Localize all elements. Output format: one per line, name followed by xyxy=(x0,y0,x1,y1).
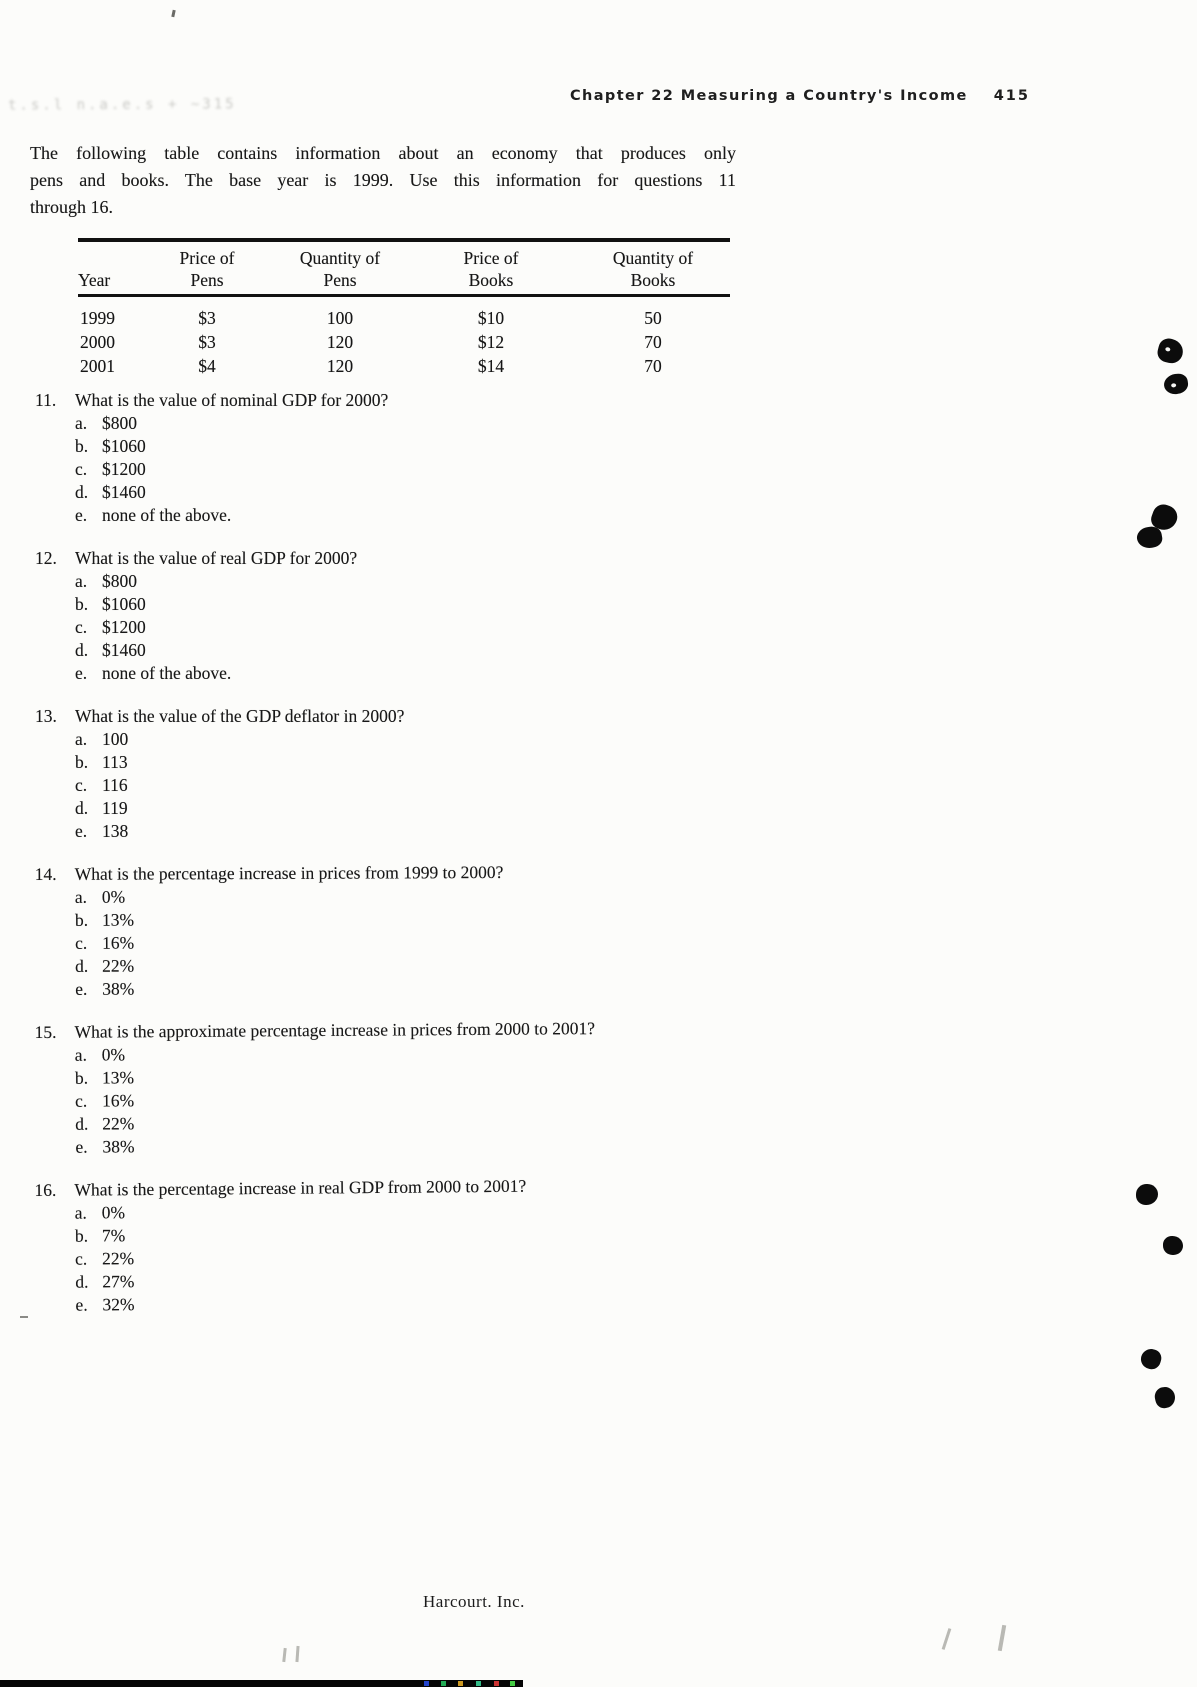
option-text: none of the above. xyxy=(102,505,232,525)
option-text: $1200 xyxy=(102,617,146,637)
option-text: 16% xyxy=(102,932,135,953)
option-text: 27% xyxy=(102,1271,135,1292)
option-text: 116 xyxy=(102,775,128,795)
option-letter: d. xyxy=(75,955,89,976)
pencil-mark xyxy=(295,1646,299,1662)
question-text: What is the approximate percentage increase in prices from 2000 to 2001? xyxy=(74,1018,596,1042)
option-letter: a. xyxy=(75,571,88,591)
table-header-row xyxy=(78,242,730,294)
option-text: 0% xyxy=(101,886,126,907)
column-label: Price of xyxy=(463,248,519,268)
question-number: 11. xyxy=(35,390,57,410)
question-text: What is the value of real GDP for 2000? xyxy=(75,548,358,568)
column-label: Year xyxy=(78,270,111,290)
option-text: $800 xyxy=(102,571,137,591)
table-cell: 120 xyxy=(326,332,354,352)
option-text: 38% xyxy=(102,978,135,999)
option-letter: b. xyxy=(75,752,89,772)
option-letter: e. xyxy=(75,1136,88,1157)
table-cell: 70 xyxy=(644,332,662,352)
option-letter: b. xyxy=(74,1225,89,1246)
table-cell: 70 xyxy=(644,356,662,376)
option-letter: b. xyxy=(74,1067,89,1088)
table-cell: 100 xyxy=(326,308,354,328)
option-letter: d. xyxy=(75,1271,89,1292)
column-label: Price of xyxy=(179,248,235,268)
question-item xyxy=(35,389,795,527)
question-text: What is the percentage increase in prices from 1999 to 2000? xyxy=(74,861,504,884)
option-item xyxy=(75,1131,795,1159)
table-cell: $12 xyxy=(477,332,505,352)
option-text: $1460 xyxy=(102,482,146,502)
question-list xyxy=(35,389,795,1337)
option-text: 7% xyxy=(101,1225,126,1246)
scan-speck xyxy=(171,10,175,17)
ink-blot xyxy=(1163,372,1190,395)
option-letter: e. xyxy=(75,978,88,999)
option-letter: d. xyxy=(75,482,89,502)
ink-blot xyxy=(1155,336,1185,365)
table-header-cell xyxy=(406,247,576,291)
option-item xyxy=(75,504,795,527)
option-letter: a. xyxy=(74,1044,87,1065)
publisher-footer: Harcourt. Inc. xyxy=(423,1592,525,1611)
ink-blot xyxy=(1136,1184,1158,1205)
option-letter: b. xyxy=(74,909,89,930)
option-text: 119 xyxy=(102,798,128,818)
option-item xyxy=(75,412,795,435)
option-letter: b. xyxy=(75,594,89,614)
option-letter: a. xyxy=(75,413,88,433)
ink-blot xyxy=(1135,525,1163,550)
column-label: Books xyxy=(468,270,514,290)
question-item xyxy=(35,547,795,685)
question-number: 12. xyxy=(35,548,57,568)
option-text: 22% xyxy=(102,1113,135,1134)
question-number: 14. xyxy=(34,863,57,885)
option-letter: c. xyxy=(75,1248,88,1269)
pencil-mark xyxy=(998,1625,1006,1651)
option-text: 16% xyxy=(102,1090,135,1111)
table-cell: $10 xyxy=(477,308,505,328)
option-item xyxy=(75,616,795,639)
table-row xyxy=(78,354,730,378)
table-header-cell xyxy=(576,247,730,291)
page-header xyxy=(0,88,1030,104)
option-item xyxy=(75,797,795,820)
table-cell: 2001 xyxy=(80,356,115,376)
option-item xyxy=(75,570,795,593)
question-number: 16. xyxy=(34,1179,57,1201)
table-cell: $3 xyxy=(198,308,216,328)
ink-blot xyxy=(1163,1236,1183,1255)
column-label: Quantity of xyxy=(612,248,694,268)
option-item xyxy=(75,728,795,751)
option-item xyxy=(75,906,795,932)
option-text: 0% xyxy=(101,1202,126,1223)
page-number: 415 xyxy=(993,88,1030,104)
option-item xyxy=(75,662,795,685)
option-item xyxy=(75,774,795,797)
table-header-cell xyxy=(140,247,274,291)
option-text: 0% xyxy=(101,1044,126,1065)
question-text: What is the percentage increase in real GDP from 2000 to 2001? xyxy=(74,1175,527,1200)
ink-blot xyxy=(1153,1385,1177,1410)
pencil-mark xyxy=(942,1628,952,1650)
table-cell: 1999 xyxy=(80,308,115,328)
option-item xyxy=(75,639,795,662)
option-item xyxy=(75,820,795,843)
option-letter: d. xyxy=(75,640,89,660)
option-text: 113 xyxy=(102,752,128,772)
option-text: 13% xyxy=(101,1067,135,1088)
ink-blot xyxy=(1139,1347,1164,1372)
table-cell: $4 xyxy=(198,356,216,376)
intro-line: pens and books. The base year is 1999. Use this information for questions 11 xyxy=(30,170,736,190)
option-text: 22% xyxy=(102,955,135,976)
option-letter: c. xyxy=(75,617,88,637)
option-text: 13% xyxy=(101,909,135,930)
scan-speck xyxy=(20,1316,28,1318)
table-header-cell xyxy=(274,247,406,291)
intro-line: The following table contains information about an economy that produces only xyxy=(30,143,736,163)
option-item xyxy=(75,975,795,1001)
question-item xyxy=(35,705,795,843)
table-cell: $14 xyxy=(477,356,505,376)
option-text: $1060 xyxy=(102,436,146,456)
question-number: 15. xyxy=(34,1021,57,1043)
scan-edge-bar xyxy=(0,1680,523,1687)
option-item xyxy=(75,751,795,774)
option-letter: d. xyxy=(75,1113,89,1134)
question-item xyxy=(35,1016,796,1159)
option-text: 38% xyxy=(102,1136,135,1157)
option-letter: b. xyxy=(75,436,89,456)
option-letter: e. xyxy=(75,663,88,683)
table-cell: 120 xyxy=(326,356,354,376)
option-text: $800 xyxy=(102,413,137,433)
option-item xyxy=(75,883,795,909)
option-letter: e. xyxy=(75,1294,88,1315)
option-letter: c. xyxy=(75,932,88,953)
table-cell: 2000 xyxy=(80,332,115,352)
option-item xyxy=(75,435,795,458)
option-letter: e. xyxy=(75,505,88,525)
question-text: What is the value of the GDP deflator in 2000? xyxy=(75,706,405,726)
option-text: 22% xyxy=(102,1248,135,1269)
chapter-title: Chapter 22 Measuring a Country's Income xyxy=(569,88,968,104)
intro-line: through 16. xyxy=(30,197,113,217)
option-letter: e. xyxy=(75,821,88,841)
option-letter: c. xyxy=(75,1090,88,1111)
option-item xyxy=(75,458,795,481)
economy-table xyxy=(78,238,730,378)
option-letter: c. xyxy=(75,775,88,795)
option-item xyxy=(75,481,795,504)
column-label: Pens xyxy=(323,270,357,290)
question-item xyxy=(34,1172,795,1317)
option-text: $1460 xyxy=(102,640,146,660)
option-text: 32% xyxy=(102,1294,135,1315)
option-text: 138 xyxy=(102,821,129,841)
column-label: Pens xyxy=(190,270,224,290)
table-cell: $3 xyxy=(198,332,216,352)
column-label: Books xyxy=(630,270,676,290)
question-text: What is the value of nominal GDP for 2000? xyxy=(75,390,389,410)
option-letter: c. xyxy=(75,459,88,479)
intro-paragraph xyxy=(30,140,736,221)
option-item xyxy=(75,952,795,978)
pencil-mark xyxy=(282,1648,286,1662)
column-label: Quantity of xyxy=(299,248,381,268)
option-text: none of the above. xyxy=(102,663,232,683)
question-item xyxy=(35,860,796,1001)
option-letter: a. xyxy=(74,886,88,907)
table-body xyxy=(78,297,730,378)
table-cell: 50 xyxy=(644,308,662,328)
option-item xyxy=(75,593,795,616)
option-letter: a. xyxy=(75,729,88,749)
table-header-cell xyxy=(78,247,140,291)
option-letter: a. xyxy=(74,1202,87,1223)
option-text: $1200 xyxy=(102,459,146,479)
option-item xyxy=(75,1287,795,1316)
option-text: $1060 xyxy=(102,594,146,614)
option-letter: d. xyxy=(75,798,89,818)
table-row xyxy=(78,306,730,330)
question-number: 13. xyxy=(35,706,57,726)
table-row xyxy=(78,330,730,354)
scan-smudge-text: t.s.l n.a.e.s + ~315 xyxy=(7,96,237,114)
option-item xyxy=(75,929,795,955)
option-text: 100 xyxy=(102,729,129,749)
